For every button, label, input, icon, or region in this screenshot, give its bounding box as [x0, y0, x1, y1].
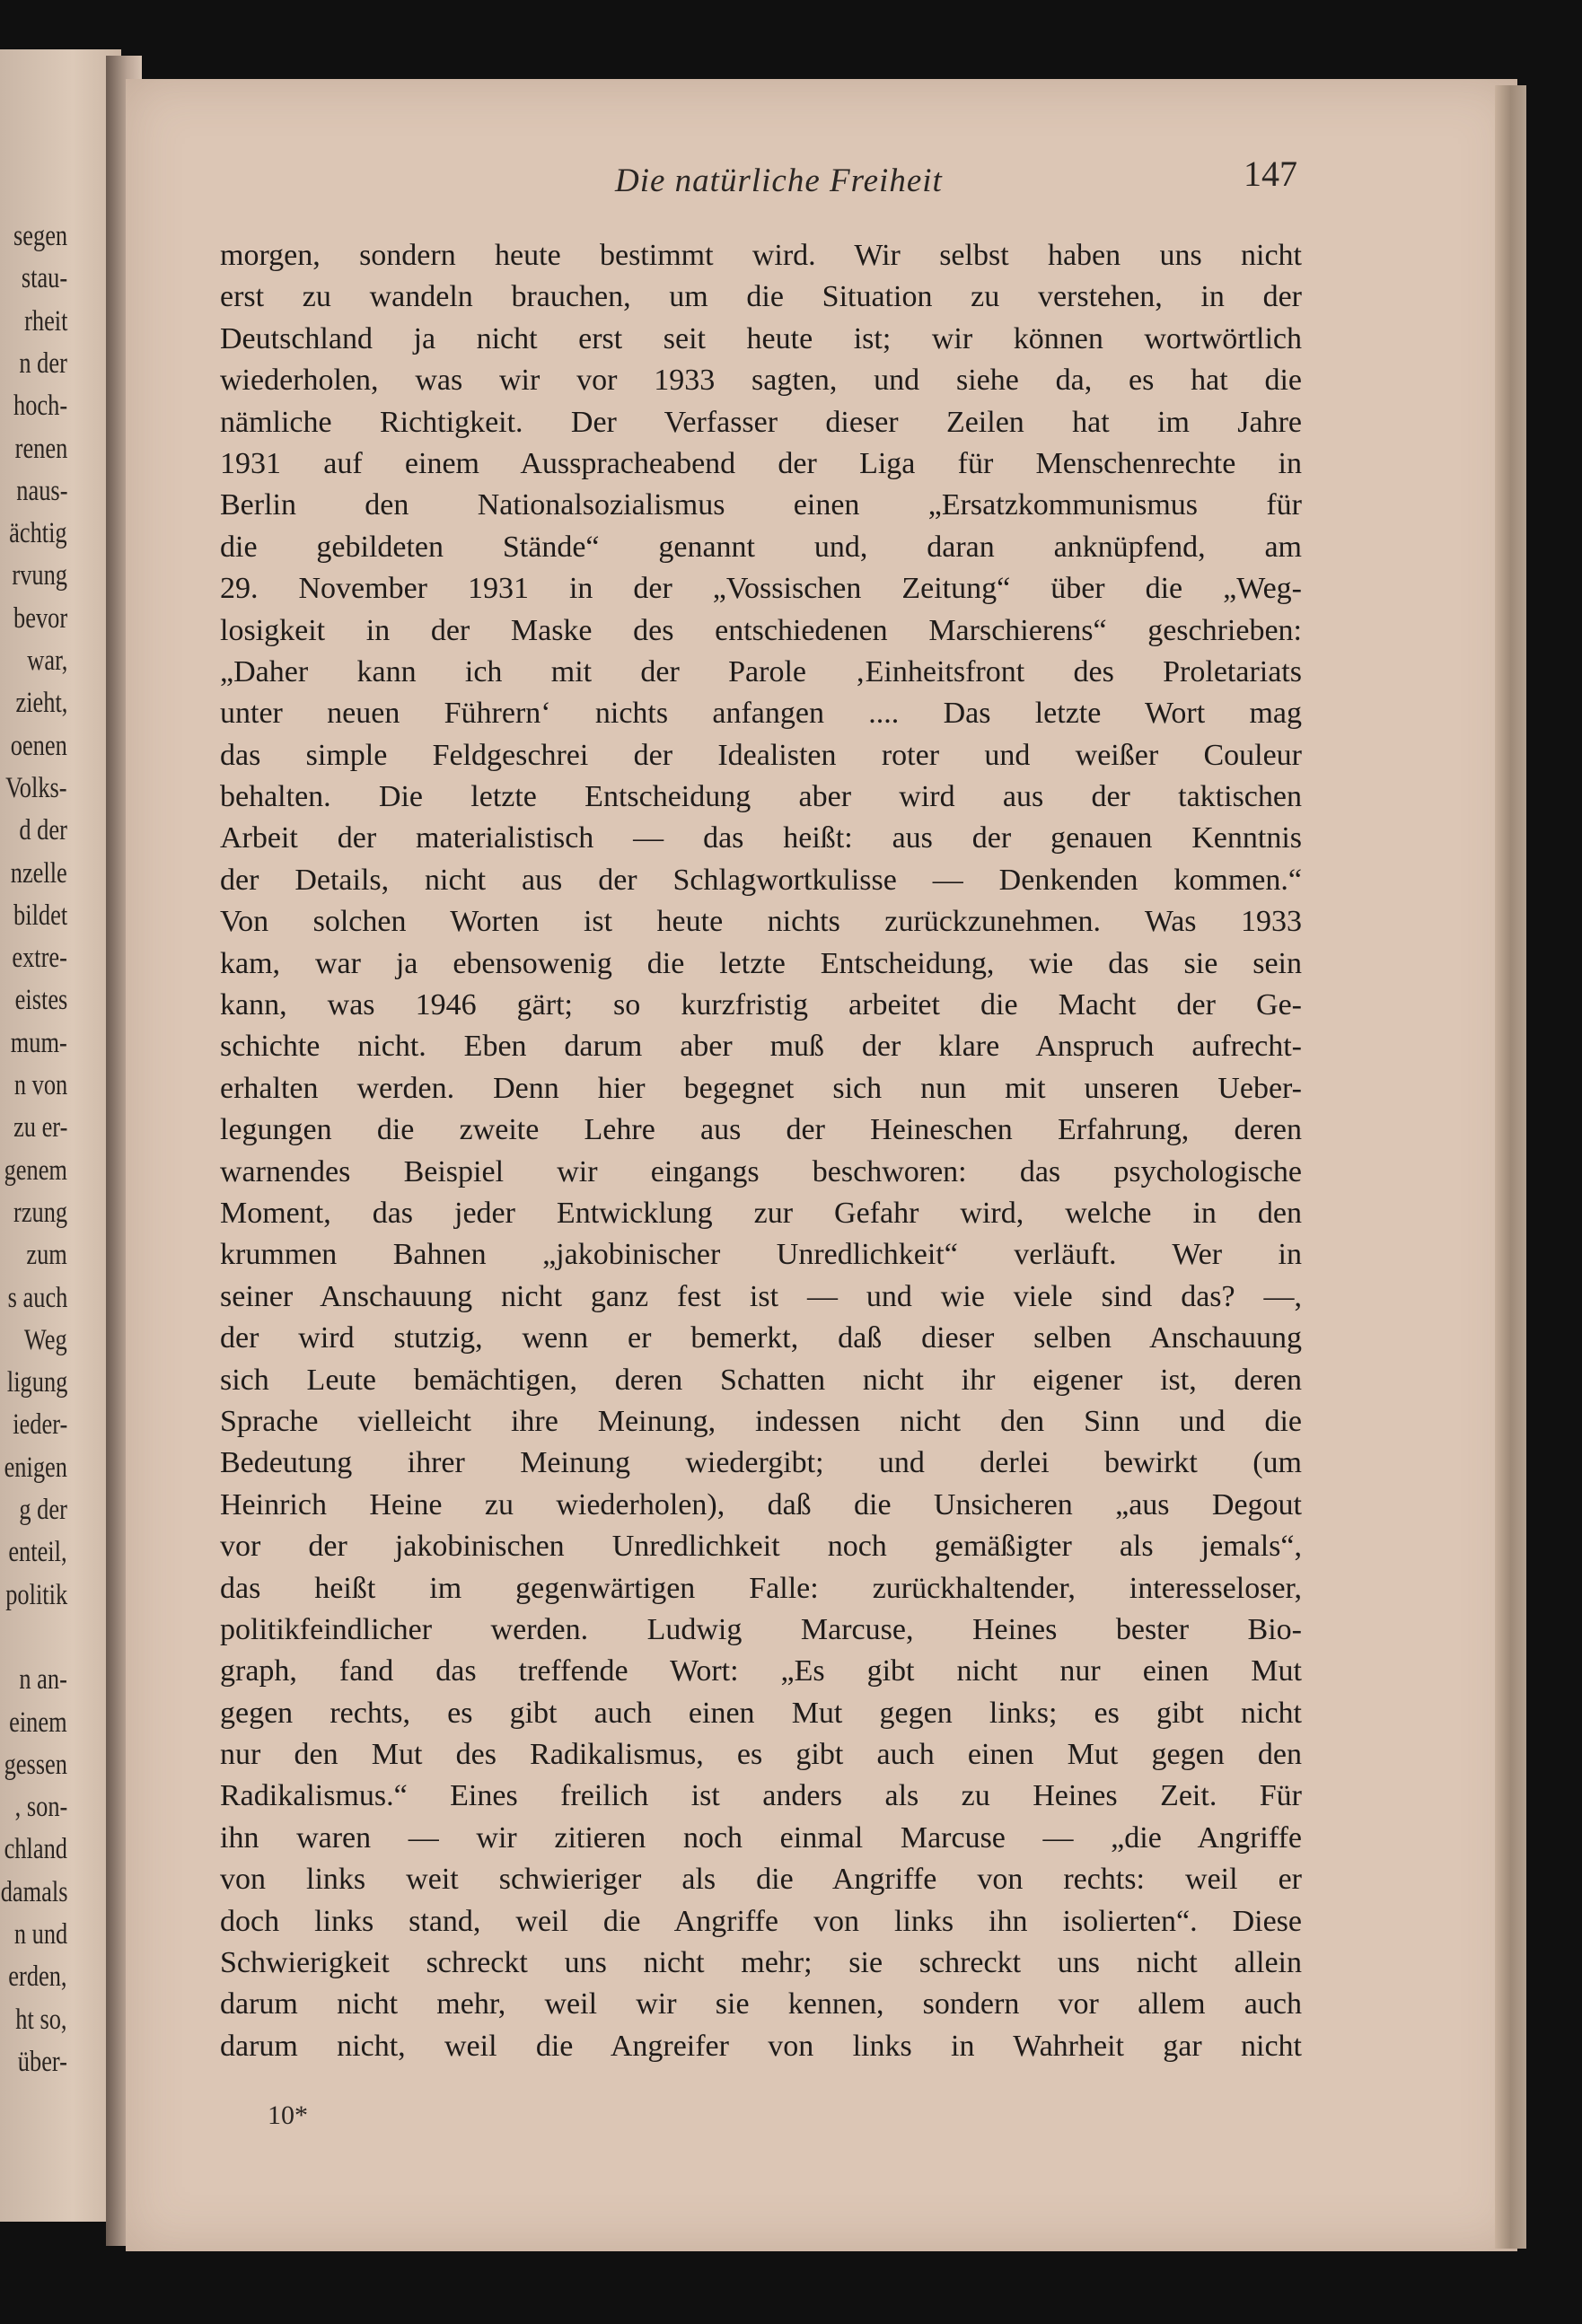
text-line: das heißt im gegenwärtigen Falle: zurückhaltender, interesseloser, — [220, 1571, 1302, 1605]
left-page-fragment: ieder- — [12, 1408, 67, 1442]
left-page-fragment: n und — [13, 1918, 67, 1951]
left-page-fragment: s auch — [7, 1281, 67, 1314]
left-page-fragment: extre- — [12, 942, 67, 975]
left-page-fragment: ligung — [6, 1366, 67, 1399]
text-line: nur den Mut des Radikalismus, es gibt auch einen Mut gegen den — [220, 1738, 1302, 1772]
left-page-fragment: nzelle — [10, 856, 67, 890]
left-page-fragment: g der — [19, 1494, 67, 1526]
text-line: kann, was 1946 gärt; so kurzfristig arbeitet die Macht der Ge- — [220, 988, 1302, 1022]
left-page-fragment: Volks- — [5, 771, 67, 804]
left-page-fragment: über- — [17, 2045, 67, 2078]
text-line: behalten. Die letzte Entscheidung aber wird aus der taktischen — [220, 780, 1302, 814]
left-page-fragment: gessen — [4, 1748, 67, 1781]
left-page-edge — [0, 49, 121, 2222]
text-line: Arbeit der materialistisch — das heißt: aus der genauen Kenntnis — [220, 821, 1302, 855]
text-line: warnendes Beispiel wir eingangs beschworen: das psychologische — [220, 1154, 1302, 1188]
text-line: politikfeindlicher werden. Ludwig Marcuse, Heines bester Bio- — [220, 1612, 1302, 1646]
page-number: 147 — [1244, 153, 1297, 194]
left-page-fragment: zieht, — [15, 687, 67, 720]
text-line: nämliche Richtigkeit. Der Verfasser dieser Zeilen hat im Jahre — [220, 405, 1302, 439]
left-page-fragment: , son- — [14, 1791, 67, 1824]
text-line: erhalten werden. Denn hier begegnet sich nun mit unseren Ueber- — [220, 1071, 1302, 1105]
text-line: unter neuen Führern‘ nichts anfangen .... Das letzte Wort mag — [220, 697, 1302, 731]
page-edge — [1495, 85, 1526, 2249]
left-page-fragment: genem — [4, 1153, 67, 1187]
text-line: Bedeutung ihrer Meinung wiedergibt; und derlei bewirkt (um — [220, 1446, 1302, 1480]
left-page-fragment: rvung — [12, 559, 67, 592]
left-page-fragment: n von — [13, 1069, 67, 1101]
text-line: die gebildeten Stände“ genannt und, daran anknüpfend, am — [220, 530, 1302, 564]
left-page-fragment: chland — [4, 1833, 67, 1866]
text-line: der Details, nicht aus der Schlagwortkulisse — Denkenden kommen.“ — [220, 863, 1302, 897]
text-line: ihn waren — wir zitieren noch einmal Marcuse — „die Angriffe — [220, 1820, 1302, 1855]
body-text — [220, 235, 1302, 2067]
text-line: Von solchen Worten ist heute nichts zurückzunehmen. Was 1933 — [220, 905, 1302, 939]
text-line: Schwierigkeit schreckt uns nicht mehr; sie schreckt uns nicht allein — [220, 1946, 1302, 1980]
left-page-fragment: politik — [5, 1578, 67, 1611]
text-line: morgen, sondern heute bestimmt wird. Wir selbst haben uns nicht — [220, 239, 1302, 272]
text-line: legungen die zweite Lehre aus der Heineschen Erfahrung, deren — [220, 1113, 1302, 1147]
text-line: von links weit schwieriger als die Angriffe von rechts: weil er — [220, 1863, 1302, 1897]
left-page-fragment: stau- — [21, 262, 67, 295]
signature-mark: 10* — [268, 2100, 308, 2130]
text-line: doch links stand, weil die Angriffe von links ihn isolierten“. Diese — [220, 1904, 1302, 1938]
text-line: der wird stutzig, wenn er bemerkt, daß dieser selben Anschauung — [220, 1321, 1302, 1355]
text-line: Deutschland ja nicht erst seit heute ist; wir können wortwörtlich — [220, 321, 1302, 355]
text-line: graph, fand das treffende Wort: „Es gibt nicht nur einen Mut — [220, 1654, 1302, 1688]
text-line: seiner Anschauung nicht ganz fest ist — und wie viele sind das? —, — [220, 1279, 1302, 1313]
left-page-fragment: oenen — [10, 729, 67, 762]
text-line: schichte nicht. Eben darum aber muß der klare Anspruch aufrecht- — [220, 1030, 1302, 1064]
left-page-fragment: n der — [19, 346, 67, 380]
left-page-fragment: ht so, — [15, 2003, 67, 2036]
text-line: losigkeit in der Maske des entschiedenen Marschierens“ geschrieben: — [220, 613, 1302, 647]
left-page-fragment: ächtig — [9, 517, 67, 550]
left-page-fragment: d der — [19, 814, 67, 847]
text-line: vor der jakobinischen Unredlichkeit noch gemäßigter als jemals“, — [220, 1530, 1302, 1564]
left-page-fragment: enteil, — [8, 1536, 67, 1569]
left-page-fragment: war, — [26, 645, 67, 677]
left-page-fragment: renen — [14, 432, 67, 465]
text-line: wiederholen, was wir vor 1933 sagten, und siehe da, es hat die — [220, 364, 1302, 398]
left-page-fragment: enigen — [4, 1451, 67, 1484]
text-line: 29. November 1931 in der „Vossischen Zeitung“ über die „Weg- — [220, 572, 1302, 606]
text-line: Sprache vielleicht ihre Meinung, indessen nicht den Sinn und die — [220, 1404, 1302, 1438]
left-page-fragment: rzung — [13, 1196, 67, 1229]
text-line: krummen Bahnen „jakobinischer Unredlichkeit“ verläuft. Wer in — [220, 1238, 1302, 1272]
text-line: Heinrich Heine zu wiederholen), daß die Unsicheren „aus Degout — [220, 1487, 1302, 1522]
text-line: kam, war ja ebensowenig die letzte Entscheidung, wie das sie sein — [220, 946, 1302, 980]
text-line: Radikalismus.“ Eines freilich ist anders als zu Heines Zeit. Für — [220, 1779, 1302, 1813]
left-page-fragment: damals — [0, 1875, 67, 1908]
text-line: darum nicht mehr, weil wir sie kennen, sondern vor allem auch — [220, 1987, 1302, 2021]
left-page-fragment: eistes — [14, 984, 67, 1017]
left-page-fragment: zum — [26, 1239, 67, 1272]
text-line: erst zu wandeln brauchen, um die Situation zu verstehen, in der — [220, 280, 1302, 314]
left-page-fragment: hoch- — [13, 390, 67, 423]
running-header: Die natürliche Freiheit — [615, 162, 943, 199]
text-line: gegen rechts, es gibt auch einen Mut gegen links; es gibt nicht — [220, 1696, 1302, 1730]
text-line: 1931 auf einem Ausspracheabend der Liga für Menschenrechte in — [220, 446, 1302, 480]
left-page-fragment: Weg — [24, 1323, 67, 1356]
text-line: Berlin den Nationalsozialismus einen „Ersatzkommunismus für — [220, 488, 1302, 522]
left-page-fragment: segen — [13, 220, 67, 252]
left-page-fragment: einem — [9, 1706, 67, 1739]
left-page-fragment: zu er- — [13, 1111, 67, 1144]
text-line: sich Leute bemächtigen, deren Schatten nicht ihr eigener ist, deren — [220, 1363, 1302, 1397]
text-line: „Daher kann ich mit der Parole ‚Einheitsfront des Proletariats — [220, 654, 1302, 688]
text-line: darum nicht, weil die Angreifer von links in Wahrheit gar nicht — [220, 2029, 1302, 2063]
text-line: Moment, das jeder Entwicklung zur Gefahr wird, welche in den — [220, 1196, 1302, 1230]
text-line: das simple Feldgeschrei der Idealisten roter und weißer Couleur — [220, 738, 1302, 772]
left-page-fragment: erden, — [8, 1960, 67, 1994]
left-page-fragment: mum- — [10, 1026, 67, 1059]
left-page-fragment: n an- — [19, 1663, 67, 1697]
left-page-fragment: bildet — [13, 899, 67, 932]
left-page-fragment: rheit — [23, 304, 67, 338]
left-page-fragment: naus- — [15, 474, 67, 507]
left-page-fragment: bevor — [13, 601, 67, 635]
